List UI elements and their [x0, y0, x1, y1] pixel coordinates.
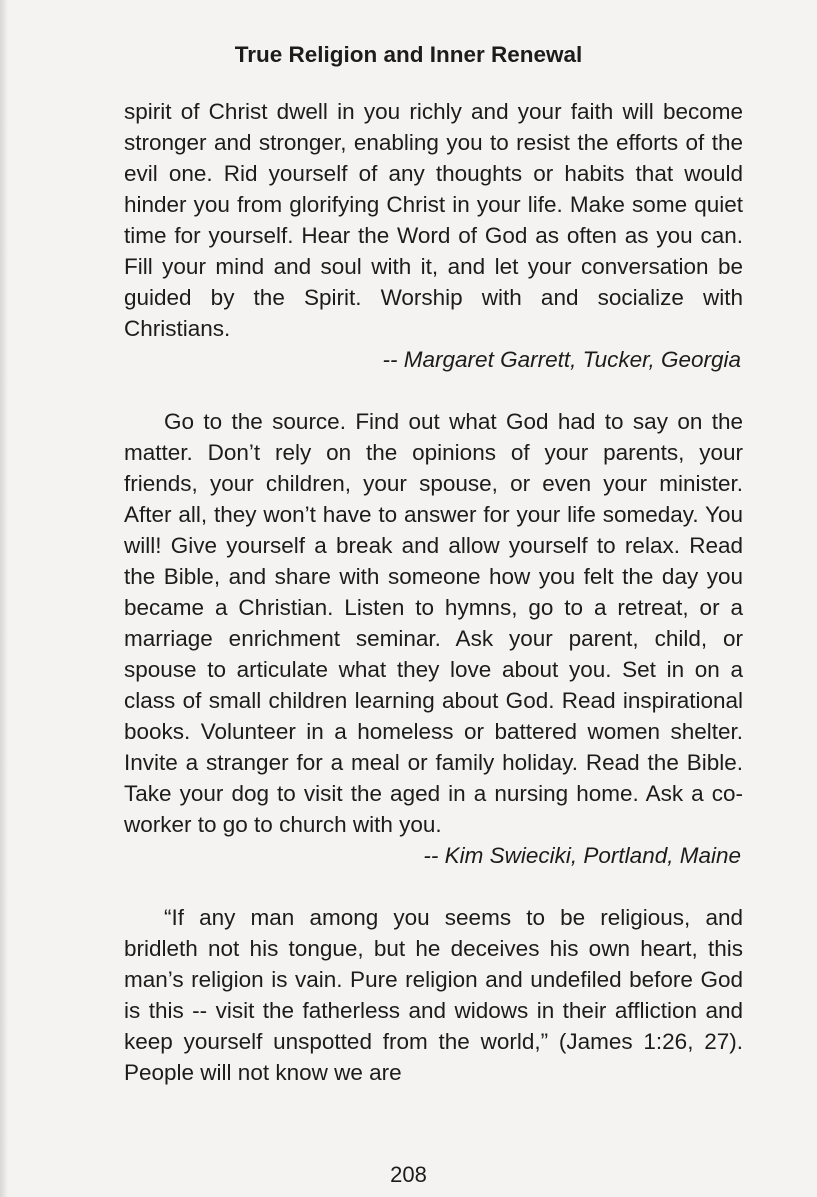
paragraph-2: Go to the source. Find out what God had to say on the matter. Don’t rely on the opinions of your parents, your friends, your children, your spouse, or even your minister. After all, they won’t have to answer for your life someday. You will! Give yourself a break and allow yourself to relax. Read the Bible, and share with someone how you felt the day you became a Christian. Listen to hymns, go to a retreat, or a marriage enrichment seminar. Ask your parent, child, or spouse to articulate what they love about you. Set in on a class of small children learning about God. Read inspirational books. Volunteer in a homeless or battered women shelter. Invite a stranger for a meal or family holiday. Read the Bible. Take your dog to visit the aged in a nursing home. Ask a co-worker to go to church with you. — [124, 409, 743, 837]
page-edge — [0, 0, 8, 1197]
paragraph-gap — [124, 375, 743, 406]
paragraph-1: spirit of Christ dwell in you richly and your faith will become stronger and stronger, enabling you to resist the efforts of the evil one. Rid yourself of any thoughts or habits that would hinder you from glorifying Christ in your life. Make some quiet time for yourself. Hear the Word of God as often as you can. Fill your mind and soul with it, and let your conversation be guided by the Spirit. Worship with and socialize with Christians. — [124, 99, 743, 341]
page-body — [124, 96, 743, 1088]
attribution-2: -- Kim Swieciki, Portland, Maine — [423, 843, 741, 868]
running-header: True Religion and Inner Renewal — [234, 42, 583, 67]
paragraph-gap — [124, 871, 743, 902]
page-number: 208 — [390, 1162, 427, 1187]
attribution-1: -- Margaret Garrett, Tucker, Georgia — [382, 347, 741, 372]
paragraph-3: “If any man among you seems to be religious, and bridleth not his tongue, but he deceives his own heart, this man’s religion is vain. Pure religion and undefiled before God is this -- visit the fatherless and widows in their affliction and keep yourself unspotted from the world,” (James 1:26, 27). People will not know we are — [124, 905, 743, 1085]
